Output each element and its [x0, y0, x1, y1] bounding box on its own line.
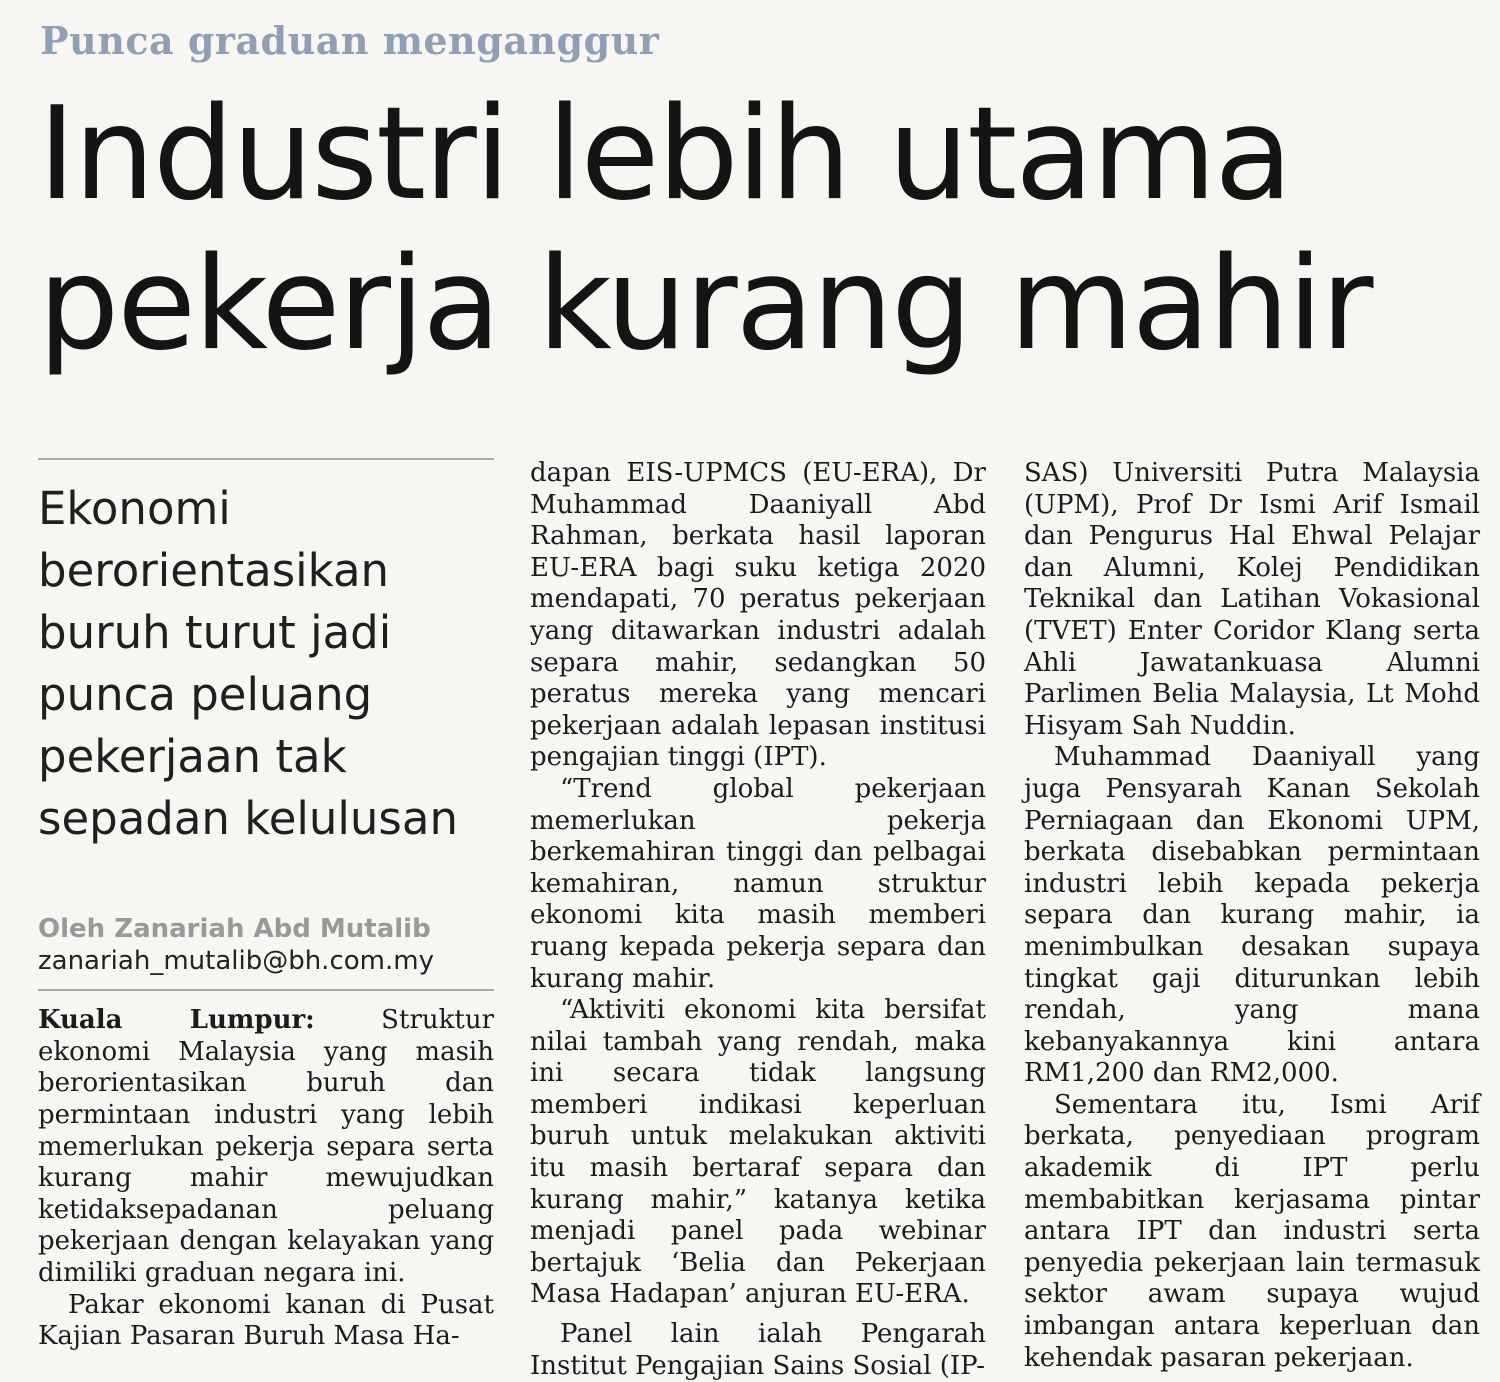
- body-paragraph: dapan EIS-UPMCS (EU-ERA), Dr Muhammad Daaniyall Abd Rahman, berkata hasil laporan EU-ERA bagi suku ketiga 2020 mendapati, 70 peratus pekerjaan yang ditawarkan industri adalah separa mahir, sedangkan 50 peratus mereka yang mencari pekerjaan adalah lepasan institusi pengajian tinggi (IPT).: [530, 458, 986, 773]
- body-paragraph: “Aktiviti ekonomi kita bersifat nilai tambah yang rendah, maka ini secara tidak langsung memberi indikasi keperluan buruh untuk melakukan aktiviti itu masih bertaraf separa dan kurang mahir,” katanya ketika menjadi panel pada webinar bertajuk ‘Belia dan Pekerjaan Masa Hadapan’ anjuran EU-ERA.: [530, 995, 986, 1310]
- author-email: zanariah_mutalib@bh.com.my: [38, 945, 434, 976]
- article-column-1: [38, 458, 494, 1353]
- body-paragraph: Sementara itu, Ismi Arif berkata, penyediaan program akademik di IPT perlu membabitkan kerjasama pintar antara IPT dan industri serta penyedia pekerjaan lain termasuk sektor awam supaya wujud imbangan antara keperluan dan kehendak pasaran pekerjaan.: [1024, 1089, 1480, 1373]
- article-column-2: [530, 458, 986, 1382]
- article-headline: Industri lebih utama pekerja kurang mahir: [38, 80, 1372, 379]
- article-column-3: [1024, 458, 1480, 1374]
- body-paragraph: Kuala Lumpur: Struktur ekonomi Malaysia yang masih berorientasikan buruh dan permintaan industri yang lebih memerlukan pekerja separa serta kurang mahir mewujudkan ketidaksepadanan peluang pekerjaan dengan kelayakan yang dimiliki graduan negara ini.: [38, 1005, 494, 1288]
- body-paragraph: Pakar ekonomi kanan di Pusat Kajian Pasaran Buruh Masa Ha-: [38, 1289, 494, 1352]
- body-paragraph: SAS) Universiti Putra Malaysia (UPM), Prof Dr Ismi Arif Ismail dan Pengurus Hal Ehwal Pelajar dan Alumni, Kolej Pendidikan Teknikal dan Latihan Vokasional (TVET) Enter Coridor Klang serta Ahli Jawatankuasa Alumni Parlimen Belia Malaysia, Lt Mohd Hisyam Sah Nuddin.: [1024, 458, 1480, 741]
- article-standfirst: Ekonomi berorientasikan buruh turut jadi punca peluang pekerjaan tak sepadan kelulusan: [38, 482, 458, 845]
- body-paragraph: Muhammad Daaniyall yang juga Pensyarah Kanan Sekolah Perniagaan dan Ekonomi UPM, berkata disebabkan permintaan industri lebih kepada pekerja separa dan kurang mahir, ia menimbulkan desakan supaya tingkat gaji diturunkan lebih rendah, yang mana kebanyakannya kini antara RM1,200 dan RM2,000.: [1024, 742, 1480, 1089]
- article-kicker: Punca graduan menganggur: [40, 18, 660, 63]
- body-paragraph: Panel lain ialah Pengarah Institut Pengajian Sains Sosial (IP-: [530, 1319, 986, 1381]
- column-divider: [38, 989, 494, 991]
- article-dateline: Kuala Lumpur:: [38, 1005, 315, 1036]
- column-divider: [38, 458, 494, 460]
- article-byline: Oleh Zanariah Abd Mutalib: [38, 914, 431, 944]
- body-paragraph: “Trend global pekerjaan memerlukan pekerja berkemahiran tinggi dan pelbagai kemahiran, namun struktur ekonomi kita masih memberi ruang kepada pekerja separa dan kurang mahir.: [530, 773, 986, 994]
